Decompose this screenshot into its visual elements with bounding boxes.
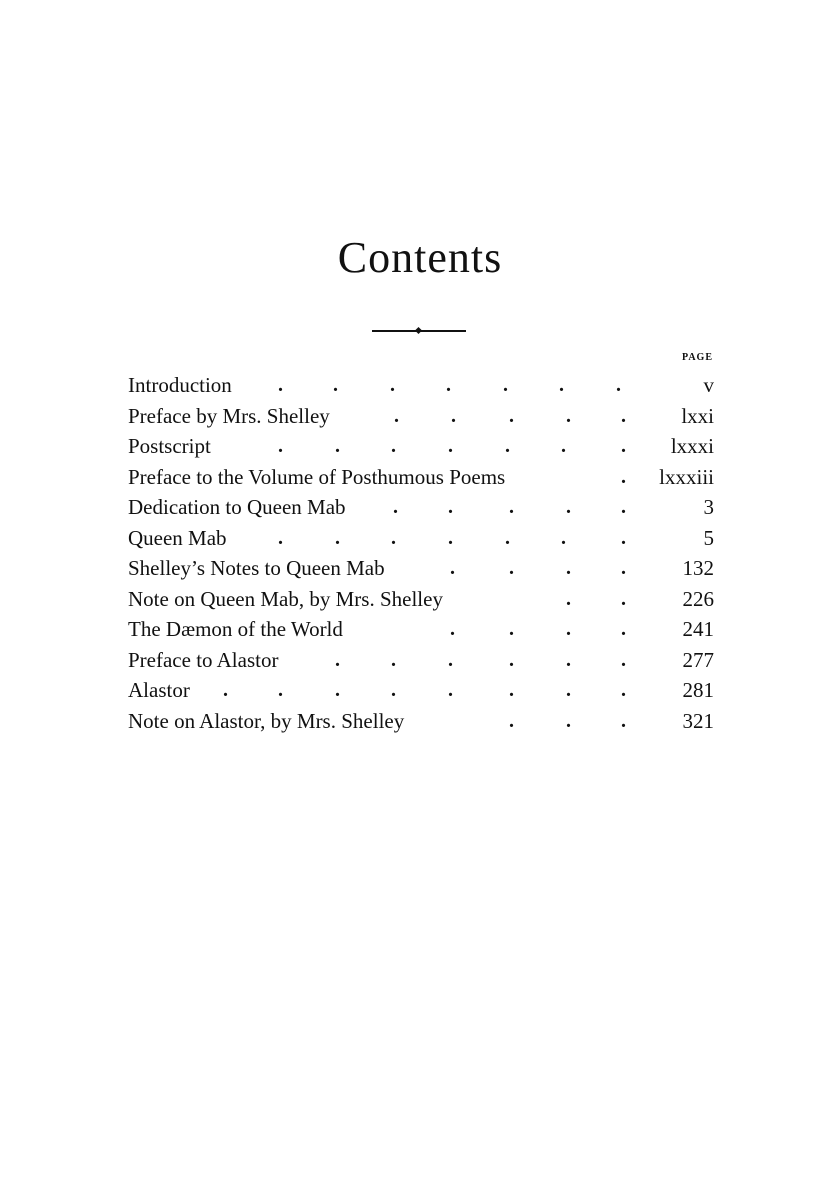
toc-entry-page: lxxxi <box>670 434 714 458</box>
toc-entry-title: Dedication to Queen Mab <box>128 495 346 519</box>
leader-dot: . <box>509 618 514 640</box>
leader-dot: . <box>621 679 626 701</box>
toc-leader-dots <box>128 645 714 675</box>
toc-entry-page: lxxi <box>681 403 714 428</box>
leader-dot: . <box>566 404 571 427</box>
leader-dot: . <box>448 526 453 549</box>
toc-leader-dots <box>128 431 714 461</box>
leader-dot: . <box>509 709 514 732</box>
leader-dot: . <box>559 374 564 396</box>
leader-dot: . <box>278 435 283 457</box>
leader-dot: . <box>278 374 283 396</box>
leader-dot: . <box>566 679 571 701</box>
toc-entry[interactable] <box>128 523 714 554</box>
leader-dot: . <box>566 496 571 518</box>
toc-entry-page: 132 <box>682 556 714 580</box>
table-of-contents <box>128 370 714 736</box>
toc-entry-title: Queen Mab <box>128 525 227 550</box>
toc-entry[interactable] <box>128 370 714 401</box>
leader-dot: . <box>278 679 283 701</box>
leader-dot: . <box>393 496 398 518</box>
toc-entry[interactable] <box>128 584 714 615</box>
page-column-label: PAGE <box>681 352 713 363</box>
toc-entry-title: Alastor <box>128 678 190 702</box>
leader-dot: . <box>621 648 626 671</box>
toc-entry[interactable] <box>128 553 714 584</box>
toc-leader-dots <box>128 523 714 553</box>
leader-dot: . <box>509 679 514 701</box>
toc-leader-dots <box>128 675 714 705</box>
leader-dot: . <box>505 435 510 457</box>
leader-dot: . <box>450 557 455 579</box>
leader-dot: . <box>394 404 399 427</box>
toc-leader-dots <box>128 614 714 644</box>
toc-entry-page: lxxxiii <box>659 464 714 489</box>
toc-entry-title: Preface by Mrs. Shelley <box>128 403 330 428</box>
leader-dot: . <box>333 374 338 396</box>
leader-dot: . <box>335 435 340 457</box>
toc-entry-page: 281 <box>682 678 714 702</box>
leader-dot: . <box>509 557 514 579</box>
toc-leader-dots <box>128 553 714 583</box>
leader-dot: . <box>566 648 571 671</box>
leader-dot: . <box>391 435 396 457</box>
leader-dot: . <box>509 404 514 427</box>
leader-dot: . <box>621 435 626 457</box>
leader-dot: . <box>278 526 283 549</box>
leader-dot: . <box>621 404 626 427</box>
toc-leader-dots <box>128 584 714 614</box>
toc-entry-page: 5 <box>703 525 714 550</box>
toc-entry[interactable] <box>128 401 714 432</box>
toc-entry-title: Preface to Alastor <box>128 647 279 672</box>
toc-entry-title: The Dæmon of the World <box>128 617 343 641</box>
toc-entry[interactable] <box>128 675 714 706</box>
toc-entry[interactable] <box>128 645 714 676</box>
toc-entry-page: 226 <box>682 586 714 611</box>
leader-dot: . <box>621 587 626 610</box>
leader-dot: . <box>509 648 514 671</box>
toc-entry[interactable] <box>128 462 714 493</box>
toc-leader-dots <box>128 462 714 492</box>
leader-dot: . <box>621 618 626 640</box>
leader-dot: . <box>335 648 340 671</box>
leader-dot: . <box>621 709 626 732</box>
ornament-diamond-icon <box>415 327 422 334</box>
leader-dot: . <box>335 526 340 549</box>
leader-dot: . <box>566 587 571 610</box>
toc-entry[interactable] <box>128 492 714 523</box>
title-ornament-rule <box>372 330 466 332</box>
toc-entry-page: 3 <box>703 495 714 519</box>
toc-entry-title: Note on Queen Mab, by Mrs. Shelley <box>128 586 443 611</box>
leader-dot: . <box>503 374 508 396</box>
toc-leader-dots <box>128 492 714 522</box>
toc-entry-title: Note on Alastor, by Mrs. Shelley <box>128 708 405 733</box>
leader-dot: . <box>390 374 395 396</box>
toc-entry[interactable] <box>128 706 714 737</box>
leader-dot: . <box>448 435 453 457</box>
leader-dot: . <box>448 496 453 518</box>
leader-dot: . <box>561 526 566 549</box>
toc-entry-page: 321 <box>682 708 714 733</box>
leader-dot: . <box>621 557 626 579</box>
leader-dot: . <box>621 496 626 518</box>
leader-dot: . <box>561 435 566 457</box>
toc-entry-title: Preface to the Volume of Posthumous Poems <box>128 464 506 489</box>
leader-dot: . <box>621 465 626 488</box>
toc-entry-title: Postscript <box>128 434 211 458</box>
toc-leader-dots <box>128 401 714 431</box>
leader-dot: . <box>391 679 396 701</box>
leader-dot: . <box>446 374 451 396</box>
toc-entry-page: v <box>703 373 714 397</box>
toc-leader-dots <box>128 706 714 736</box>
leader-dot: . <box>448 648 453 671</box>
leader-dot: . <box>566 618 571 640</box>
toc-entry[interactable] <box>128 431 714 462</box>
toc-entry-page: 241 <box>682 617 714 641</box>
toc-leader-dots <box>128 370 714 400</box>
leader-dot: . <box>505 526 510 549</box>
leader-dot: . <box>509 496 514 518</box>
leader-dot: . <box>566 709 571 732</box>
leader-dot: . <box>335 679 340 701</box>
leader-dot: . <box>566 557 571 579</box>
leader-dot: . <box>223 679 228 701</box>
leader-dot: . <box>450 618 455 640</box>
leader-dot: . <box>391 526 396 549</box>
toc-entry[interactable] <box>128 614 714 645</box>
leader-dot: . <box>451 404 456 427</box>
leader-dot: . <box>616 374 621 396</box>
page-title: Contents <box>337 233 503 282</box>
toc-entry-title: Introduction <box>128 373 232 397</box>
leader-dot: . <box>448 679 453 701</box>
leader-dot: . <box>391 648 396 671</box>
toc-entry-page: 277 <box>682 647 714 672</box>
leader-dot: . <box>621 526 626 549</box>
toc-entry-title: Shelley’s Notes to Queen Mab <box>128 556 385 580</box>
